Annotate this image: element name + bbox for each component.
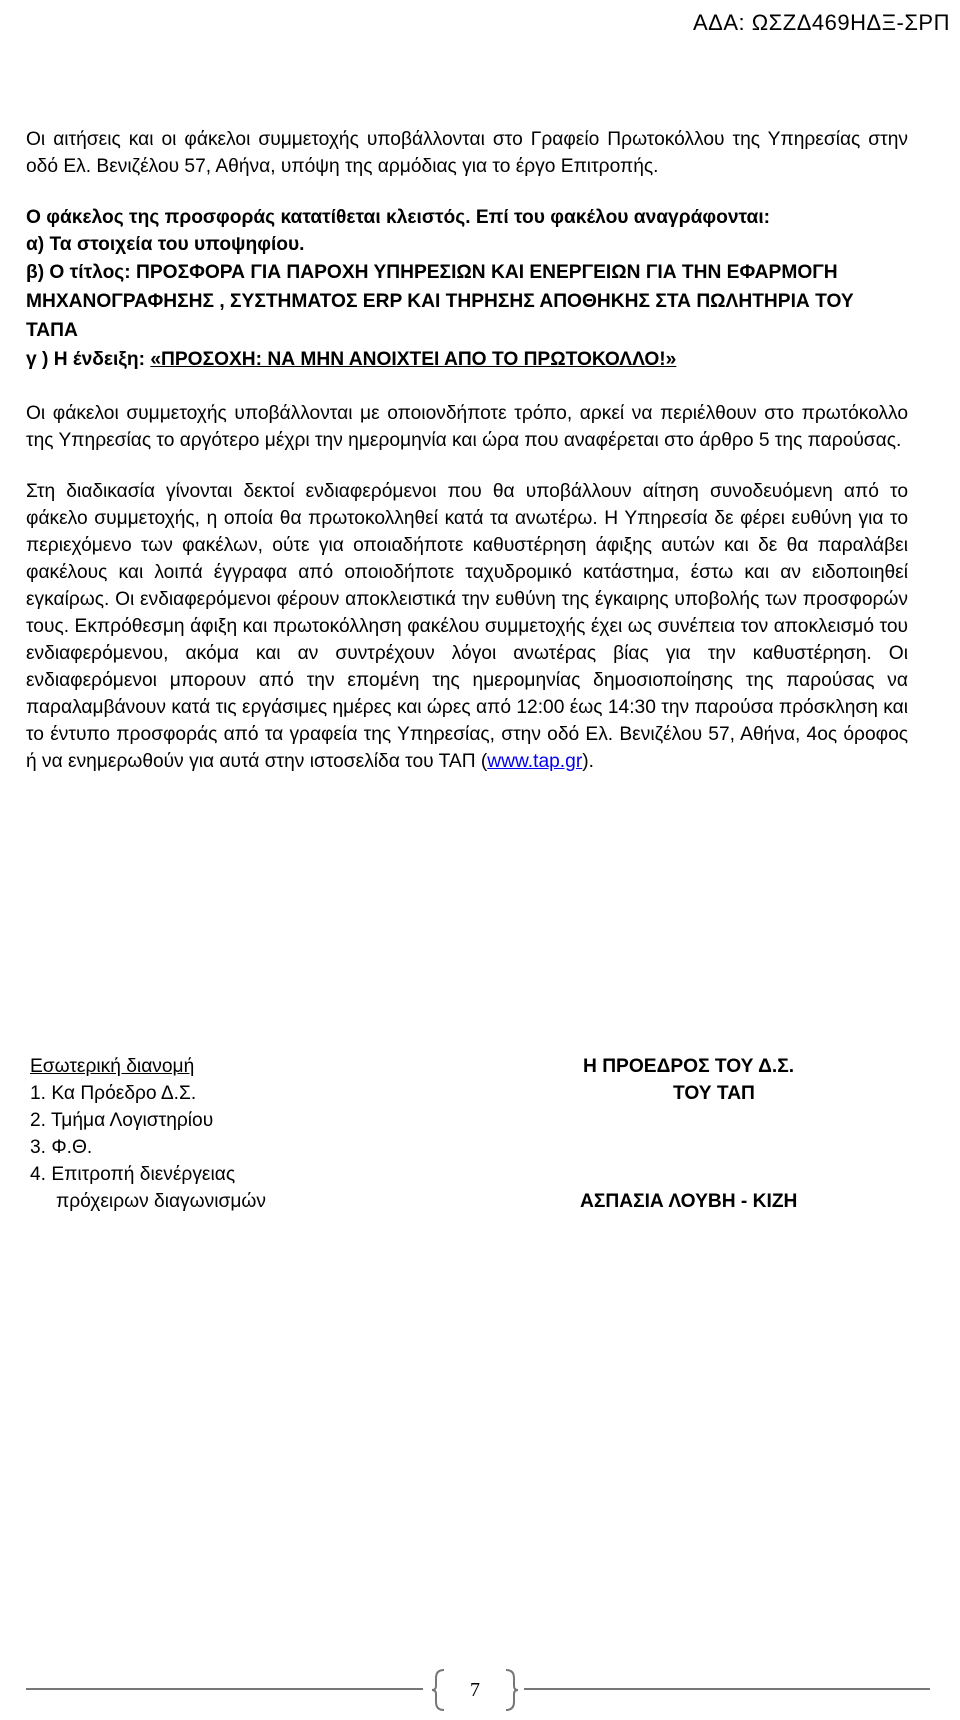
distribution-title: Εσωτερική διανομή: [30, 1056, 195, 1077]
signature-block: [580, 1053, 853, 1212]
page-number: 7: [470, 1679, 480, 1701]
page-number-box: [430, 1668, 520, 1712]
paragraph-procedure: [26, 478, 908, 775]
paragraph-envelope-closed: Ο φάκελος της προσφοράς κατατίθεται κλειστός. Επί του φακέλου αναγράφονται:: [26, 207, 771, 228]
paragraph-procedure-end: ).: [582, 751, 594, 772]
distribution-item-continuation: πρόχειρων διαγωνισμών: [56, 1191, 266, 1212]
paragraph-submission-method: Οι φάκελοι συμμετοχής υποβάλλονται με οποιονδήποτε τρόπο, αρκεί να περιέλθουν στο πρωτόκολλο της Υπηρεσίας το αργότερο μέχρι την ημερομηνία και ώρα που αναφέρεται στο άρθρο 5 της παρούσας.: [26, 403, 908, 451]
envelope-item-b: β) Ο τίτλος: ΠΡΟΣΦΟΡΑ ΓΙΑ ΠΑΡΟΧΗ ΥΠΗΡΕΣΙΩΝ ΚΑΙ ΕΝΕΡΓΕΙΩΝ ΓΙΑ ΤΗΝ ΕΦΑΡΜΟΓΗ ΜΗΧΑΝΟΓΡΑΦΗΣΗΣ , ΣΥΣΤΗΜΑΤΟΣ ERP ΚΑΙ ΤΗΡΗΣΗΣ ΑΠΟΘΗΚΗΣ ΣΤΑ ΠΩΛΗΤΗΡΙΑ ΤΟΥ ΤΑΠΑ: [26, 262, 854, 341]
envelope-item-c-prefix: γ ) Η ένδειξη:: [26, 349, 151, 370]
ada-code: ΑΔΑ: ΩΣΖΔ469ΗΔΞ-ΣΡΠ: [692, 10, 950, 35]
footer-rule-left: [26, 1688, 423, 1690]
distribution-item: 2. Τμήμα Λογιστηρίου: [30, 1110, 214, 1131]
signatory-title: Η ΠΡΟΕΔΡΟΣ ΤΟΥ Δ.Σ.: [583, 1056, 795, 1077]
internal-distribution: [30, 1053, 266, 1215]
envelope-item-a: α) Τα στοιχεία του υποψηφίου.: [26, 234, 305, 255]
signatory-name: ΑΣΠΑΣΙΑ ΛΟΥΒΗ - ΚΙΖΗ: [580, 1191, 798, 1212]
distribution-item: 3. Φ.Θ.: [30, 1137, 93, 1158]
signatory-organization: ΤΟΥ ΤΑΠ: [673, 1083, 755, 1104]
distribution-item: 4. Επιτροπή διενέργειας: [30, 1164, 236, 1185]
tap-website-link[interactable]: www.tap.gr: [487, 751, 583, 772]
footer-rule-right: [524, 1688, 930, 1690]
paragraph-submission-location: Οι αιτήσεις και οι φάκελοι συμμετοχής υποβάλλονται στο Γραφείο Πρωτοκόλλου της Υπηρεσίας στην οδό Ελ. Βενιζέλου 57, Αθήνα, υπόψη της αρμόδιας για το έργο Επιτροπής.: [26, 129, 908, 177]
paragraph-procedure-text: Στη διαδικασία γίνονται δεκτοί ενδιαφερόμενοι που θα υποβάλλουν αίτηση συνοδευόμενη από το φάκελο συμμετοχής, η οποία θα πρωτοκολληθεί κατά τα ανωτέρω. Η Υπηρεσία δε φέρει ευθύνη για το περιεχόμενο των φακέλων, ούτε για οποιαδήποτε καθυστέρηση άφιξης αυτών και δε θα παραλάβει φακέλους και λοιπά έγγραφα από οποιοδήποτε ταχυδρομικό κατάστημα, έστω και αν ειδοποιηθεί εγκαίρως. Οι ενδιαφερόμενοι φέρουν αποκλειστικά την ευθύνη της έγκαιρης υποβολής των προσφορών τους. Εκπρόθεσμη άφιξη και πρωτοκόλληση φακέλου συμμετοχής έχει ως συνέπεια τον αποκλεισμό του ενδιαφερόμενου, ακόμα και αν συντρέχουν λόγοι ανωτέρας βίας για την καθυστέρηση. Οι ενδιαφερόμενοι μπορουν από την επομένη της ημερομηνίας δημοσιοποίησης της παρούσας να παραλαμβάνουν κατά τις εργάσιμες ημέρες και ώρες από 12:00 έως 14:30 την παρούσα πρόσκληση και το έντυπο προσφοράς από τα γραφεία της Υπηρεσίας, στην οδό Ελ. Βενιζέλου 57, Αθήνα, 4ος όροφος ή να ενημερωθούν για αυτά στην ιστοσελίδα του ΤΑΠ (: [26, 481, 908, 772]
document-body: [26, 126, 908, 775]
do-not-open-notice: «ΠΡΟΣΟΧΗ: ΝΑ ΜΗΝ ΑΝΟΙΧΤΕΙ ΑΠΟ ΤΟ ΠΡΩΤΟΚΟΛΛΟ!»: [150, 349, 677, 370]
envelope-item-c: [26, 345, 908, 374]
distribution-item: 1. Κα Πρόεδρο Δ.Σ.: [30, 1083, 197, 1104]
